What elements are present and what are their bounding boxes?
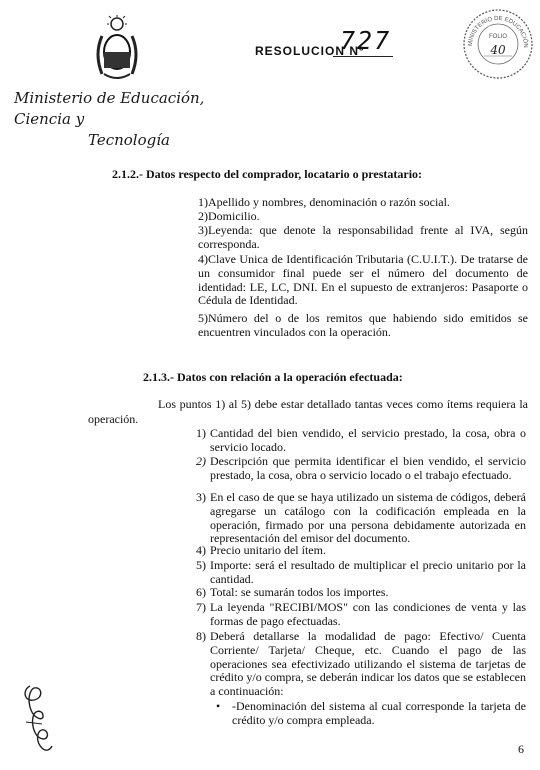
item-number: 7) <box>196 600 206 614</box>
coat-of-arms-logo <box>92 14 142 84</box>
resolution-number: 727 <box>340 26 392 55</box>
list-item: 5)Número del o de los remitos que habiendo sido emitidos se encuentren vinculados con la operación. <box>198 311 528 339</box>
bullet-text: -Denominación del sistema al cual corresponde la tarjeta de crédito y/o compra empleada. <box>232 699 526 727</box>
list-item <box>196 491 526 546</box>
list-item <box>196 544 526 558</box>
item-text: Cantidad del bien vendido, el servicio prestado, la cosa, obra o servicio locado. <box>210 426 526 454</box>
item-text: Total: se sumarán todos los importes. <box>210 585 389 599</box>
item-number: 8) <box>196 629 206 643</box>
list-item <box>196 586 526 600</box>
ministry-line-2: Tecnología <box>88 131 170 149</box>
list-item <box>196 427 526 455</box>
stamp-folio-label: FOLIO <box>488 34 508 40</box>
item-text: Precio unitario del ítem. <box>210 543 326 557</box>
bullet-dot: • <box>216 699 221 713</box>
item-number: 4) <box>196 543 206 557</box>
item-number: 6) <box>196 585 206 599</box>
list-item <box>196 630 526 699</box>
list-item <box>196 455 526 483</box>
bullet-item <box>216 700 526 728</box>
section-212-heading: 2.1.2.- Datos respecto del comprador, locatario o prestatario: <box>112 167 423 181</box>
ministry-name <box>14 88 244 151</box>
item-text: La leyenda "RECIBI/MOS" con las condiciones de venta y las formas de pago efectuadas. <box>210 600 526 628</box>
list-item: 1)Apellido y nombres, denominación o razón social. <box>198 195 450 209</box>
list-item: 2)Domicilio. <box>198 209 260 223</box>
item-number: 3) <box>196 490 206 504</box>
item-text: En el caso de que se haya utilizado un sistema de códigos, deberá agregarse un catálogo con la codificación empleada en la operación, firmado por una persona debidamente autorizada en representación del emisor del documento. <box>210 490 526 546</box>
item-text: Importe: será el resultado de multiplicar el precio unitario por la cantidad. <box>210 558 526 586</box>
item-text: Deberá detallarse la modalidad de pago: Efectivo/ Cuenta Corriente/ Tarjeta/ Cheque, etc. Cuando el pago de las operaciones sea efectivizado utilizando el sistema de tarjetas de crédito y/o compra, se deberán indicar los datos que se establecen a continuación: <box>210 629 526 699</box>
list-item <box>196 559 526 587</box>
resolution-underline <box>333 56 393 57</box>
handwritten-signature <box>20 678 60 758</box>
item-number: 1) <box>196 426 206 440</box>
item-number: 5) <box>196 558 206 572</box>
official-stamp <box>462 8 534 80</box>
item-text: Descripción que permita identificar el bien vendido, el servicio prestado, la cosa, obra o servicio locado o el trabajo efectuado. <box>210 454 526 482</box>
item-number: 2) <box>196 454 206 468</box>
list-item: 3)Leyenda: que denote la responsabilidad frente al IVA, según corresponda. <box>198 223 528 251</box>
list-item: 4)Clave Unica de Identificación Tributaria (C.U.I.T.). De tratarse de un consumidor final puede ser el número del documento de identidad: LE, LC, DNI. En el supuesto de extranjeros: Pasaporte o Cédula de Identidad. <box>198 252 528 308</box>
page-number: 6 <box>518 742 524 756</box>
ministry-line-1: Ministerio de Educación, Ciencia y <box>14 89 205 128</box>
section-213-heading: 2.1.3.- Datos con relación a la operación efectuada: <box>143 370 403 384</box>
intro-paragraph: Los puntos 1) al 5) debe estar detallado tantas veces como ítems requiera la operación. <box>88 397 528 426</box>
list-item <box>196 601 526 629</box>
stamp-folio-number: 40 <box>490 43 506 57</box>
stamp-arc-text: MINISTERIO DE EDUCACIÓN <box>467 15 529 48</box>
resolution-label: RESOLUCION Nº <box>255 44 365 58</box>
